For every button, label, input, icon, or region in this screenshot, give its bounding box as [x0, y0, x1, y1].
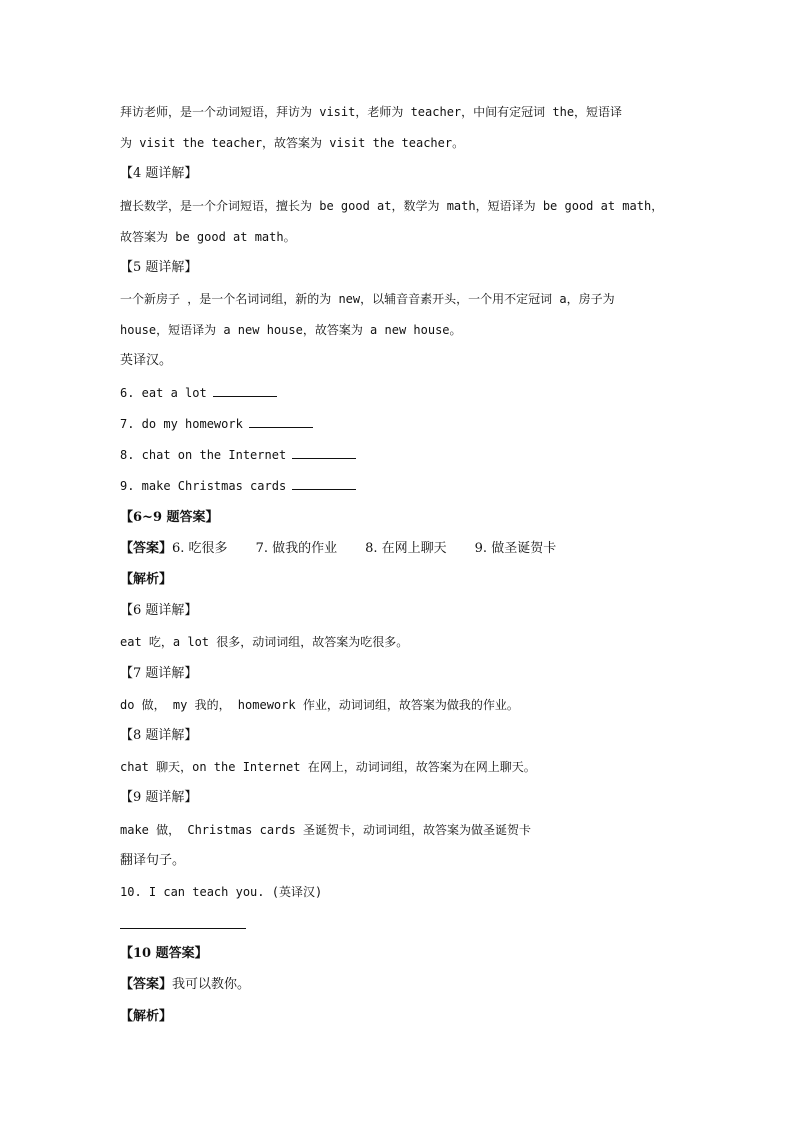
analysis-label: 【解析】 — [120, 1009, 173, 1024]
answer-item: 6. 吃很多 — [172, 541, 228, 556]
question-7 — [120, 415, 680, 433]
answer-line — [120, 540, 680, 558]
answer-item: 7. 做我的作业 — [255, 541, 338, 556]
detail-text: make 做， Christmas cards 圣诞贺卡，动词词组，故答案为做圣诞贺卡 — [120, 823, 531, 837]
text-line: 为 visit the teacher，故答案为 visit the teacher。 — [120, 136, 465, 150]
question-10: 10. I can teach you. (英译汉) — [120, 885, 323, 899]
text-line: 拜访老师，是一个动词短语，拜访为 visit，老师为 teacher，中间有定冠词 the，短语译 — [120, 105, 623, 119]
answer-header: 【6~9 题答案】 — [120, 510, 219, 525]
question-6 — [120, 384, 680, 402]
section-label: 翻译句子。 — [120, 853, 186, 868]
detail-heading: 【8 题详解】 — [120, 728, 198, 743]
detail-heading: 【6 题详解】 — [120, 603, 198, 618]
text-line: 擅长数学，是一个介词短语，擅长为 be good at，数学为 math，短语译为 be good at math， — [120, 199, 664, 213]
answer-blank — [292, 477, 356, 490]
answer-item: 9. 做圣诞贺卡 — [474, 541, 557, 556]
answer-label: 【答案】 — [120, 977, 173, 992]
section-label: 英译汉。 — [120, 353, 173, 368]
question-8 — [120, 446, 680, 464]
answer-item: 8. 在网上聊天 — [365, 541, 447, 556]
detail-heading: 【7 题详解】 — [120, 666, 198, 681]
text-line: 一个新房子 ，是一个名词词组，新的为 new，以辅音音素开头，一个用不定冠词 a，房子为 — [120, 292, 615, 306]
detail-heading: 【9 题详解】 — [120, 790, 198, 805]
detail-heading: 【5 题详解】 — [120, 260, 198, 275]
answer-blank — [213, 384, 277, 397]
detail-text: eat 吃，a lot 很多，动词词组，故答案为吃很多。 — [120, 635, 409, 649]
question-text: 8. chat on the Internet — [120, 448, 287, 462]
answer-header: 【10 题答案】 — [120, 946, 208, 961]
detail-text: do 做， my 我的， homework 作业，动词词组，故答案为做我的作业。 — [120, 698, 519, 712]
question-text: 9. make Christmas cards — [120, 479, 287, 493]
answer-line — [120, 976, 680, 994]
question-9 — [120, 477, 680, 495]
text-line: house，短语译为 a new house，故答案为 a new house。 — [120, 323, 462, 337]
question-text: 6. eat a lot — [120, 386, 207, 400]
detail-text: chat 聊天，on the Internet 在网上，动词词组，故答案为在网上聊天。 — [120, 760, 536, 774]
text-line: 故答案为 be good at math。 — [120, 230, 296, 244]
answer-blank — [292, 446, 356, 459]
answer-item: 我可以教你。 — [172, 977, 251, 992]
answer-label: 【答案】 — [120, 541, 173, 556]
detail-heading: 【4 题详解】 — [120, 166, 198, 181]
answer-blank — [120, 928, 246, 929]
question-text: 7. do my homework — [120, 417, 243, 431]
answer-blank — [249, 415, 313, 428]
analysis-label: 【解析】 — [120, 572, 173, 587]
